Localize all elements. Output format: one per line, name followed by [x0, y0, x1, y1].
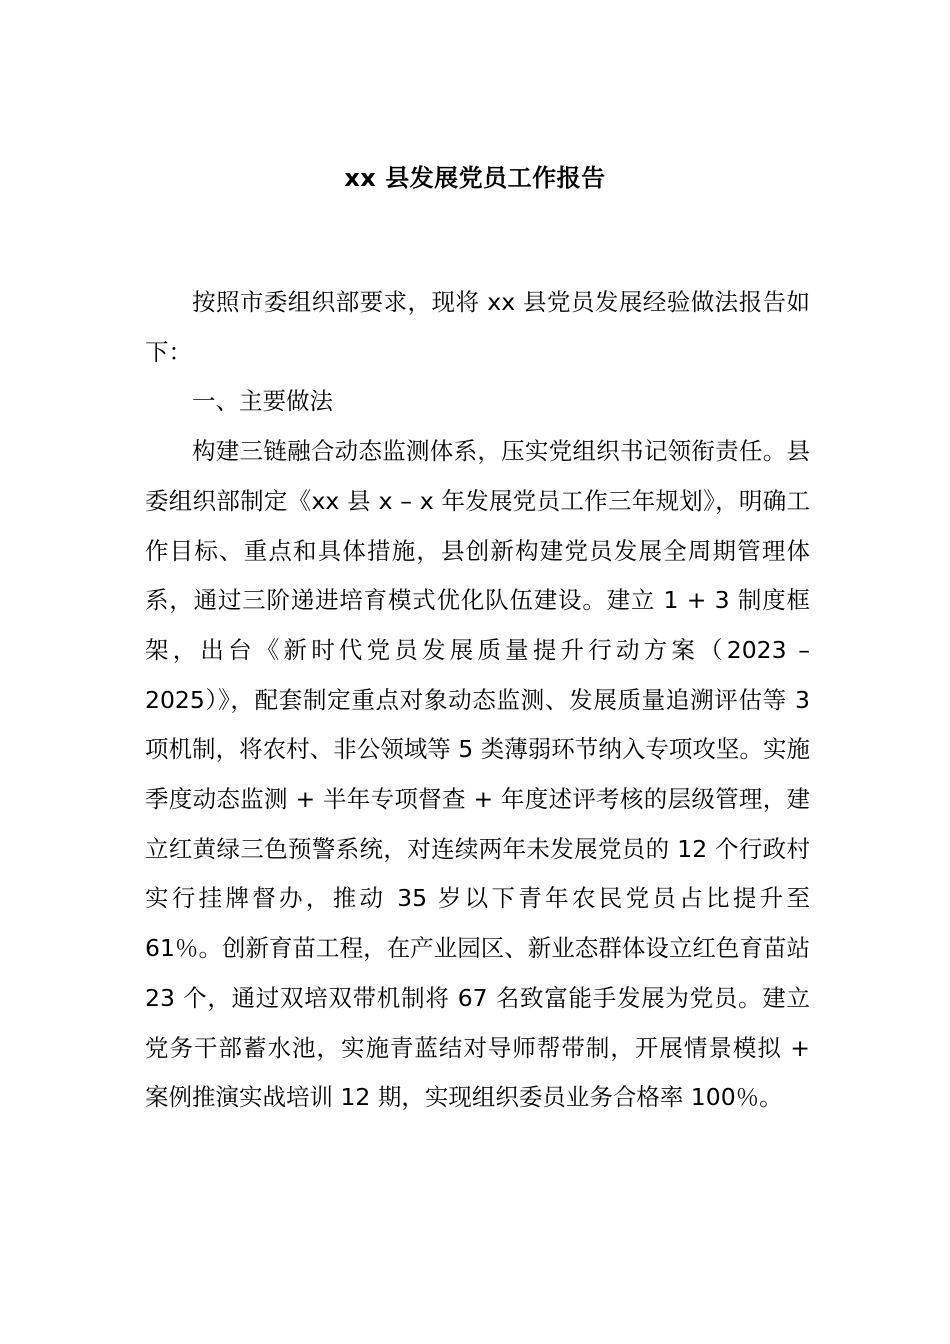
document-body	[145, 278, 810, 1123]
intro-paragraph: 按照市委组织部要求，现将 xx 县党员发展经验做法报告如下：	[145, 288, 810, 366]
document-title: xx 县发展党员工作报告	[344, 164, 606, 192]
body-paragraph: 构建三链融合动态监测体系，压实党组织书记领衔责任。县委组织部制定《xx 县 x – x 年发展党员工作三年规划》，明确工作目标、重点和具体措施，县创新构建党员发展全周期管理体系，通过三阶递进培育模式优化队伍建设。建立 1 + 3 制度框架，出台《新时代党员发展质量提升行动方案（2023 – 2025）》，配套制定重点对象动态监测、发展质量追溯评估等 3 项机制，将农村、非公领域等 5 类薄弱环节纳入专项攻坚。实施季度动态监测 + 半年专项督查 + 年度述评考核的层级管理，建立红黄绿三色预警系统，对连续两年未发展党员的 12 个行政村实行挂牌督办，推动 35 岁以下青年农民党员占比提升至 61％。创新育苗工程，在产业园区、新业态群体设立红色育苗站 23 个，通过双培双带机制将 67 名致富能手发展为党员。建立党务干部蓄水池，实施青蓝结对导师帮带制，开展情景模拟 + 案例推演实战培训 12 期，实现组织委员业务合格率 100％。	[145, 437, 810, 1112]
section-heading: 一、主要做法	[192, 387, 333, 416]
